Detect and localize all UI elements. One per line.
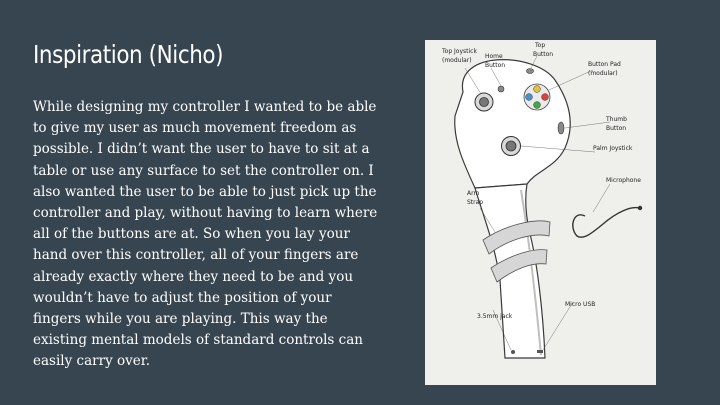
label-arm-strap-line1: Arm [467,190,480,197]
top-joystick-stick [480,98,489,107]
top-button-icon [527,69,534,74]
controller-sketch [425,40,656,385]
label-home-line2: Button [485,62,506,69]
home-button-icon [498,86,504,92]
label-home-line1: Home [485,53,503,60]
label-top-joystick-line1: Top Joystick [442,48,477,55]
thumb-button-icon [558,122,564,134]
label-thumb-line2: Button [606,125,627,132]
label-palm-joystick: Palm Joystick [593,145,633,152]
label-microphone: Microphone [606,177,641,184]
slide-body-text: While designing my controller I wanted to be able to give my user as much movement freedom as possible. I didn’t want the user to have to sit at a table or use any surface to set the controller on. I also wanted the user to be able to just pick up the controller and play, without having to learn where all of the buttons are at. So when you lay your hand over this controller, all of your fingers are already exactly where they need to be and you wouldn’t have to adjust the position of your fingers while you are playing. This way the existing mental models of standard controls can easily carry over. [33,99,378,370]
pad-button-left [526,94,533,101]
microphone-tip [638,206,642,210]
label-top-joystick-line2: (modular) [442,57,472,64]
label-thumb-line1: Thumb [606,116,627,123]
label-button-pad-line2: (modular) [588,70,618,77]
controller-sketch-drawing [425,40,656,385]
label-top-button-line1: Top [535,42,546,49]
label-top-button-line2: Button [533,51,554,58]
label-micro-usb: Micro USB [565,301,596,308]
palm-joystick-stick [506,141,516,151]
pad-button-top [534,86,541,93]
label-jack: 3.5mm jack [477,313,513,320]
micro-usb-port [537,350,543,353]
jack-port [511,350,515,354]
pad-button-bottom [534,102,541,109]
controller-head-outline [455,60,570,188]
pad-button-right [542,94,549,101]
label-button-pad-line1: Button Pad [588,61,621,68]
label-arm-strap-line2: Strap [467,199,484,206]
slide-title: Inspiration (Nicho) [33,40,224,69]
microphone-icon [573,208,639,238]
